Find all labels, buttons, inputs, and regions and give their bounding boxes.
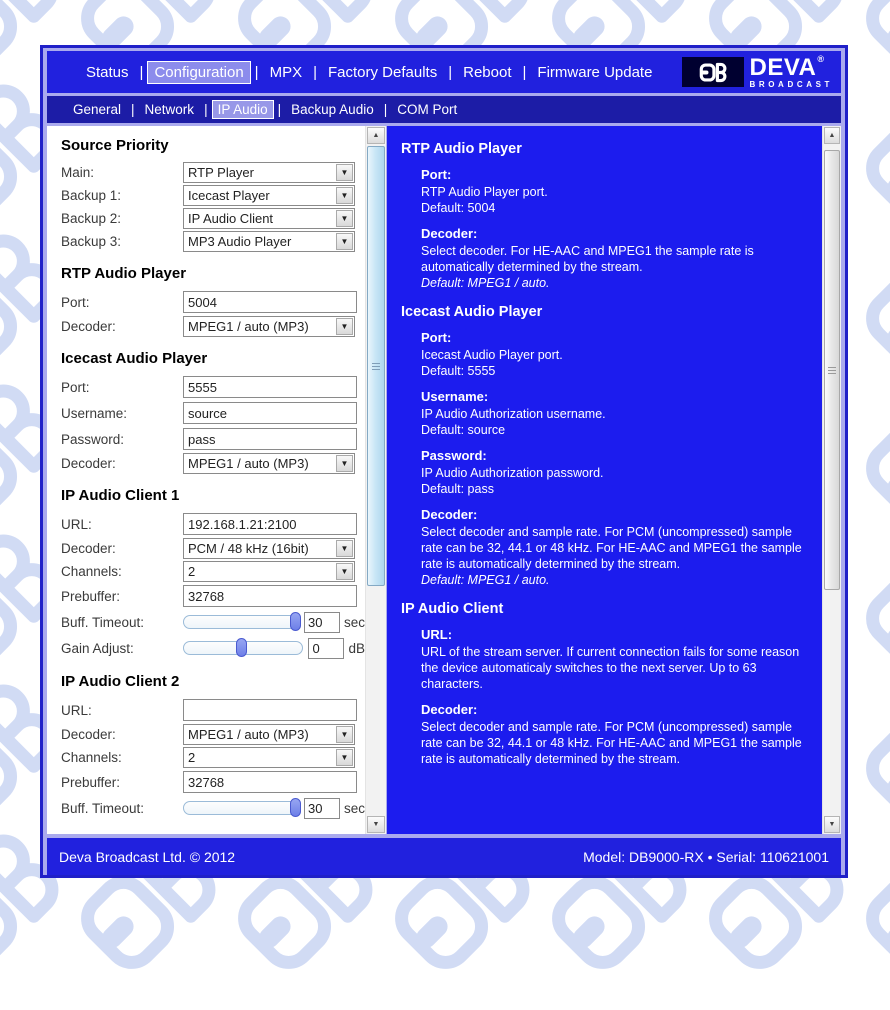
- nav-configuration[interactable]: Configuration: [147, 61, 250, 84]
- nav-separator: |: [522, 63, 527, 81]
- unit-label: dB: [348, 640, 365, 656]
- arrow-down-icon: ▼: [372, 821, 380, 828]
- form-row-client2-decoder: [61, 723, 365, 746]
- backup3-source-select[interactable]: [183, 231, 355, 252]
- help-text: Select decoder. For HE-AAC and MPEG1 the sample rate is automatically determined by the stream.: [421, 244, 754, 274]
- help-scrollbar[interactable]: [822, 126, 841, 834]
- config-subnav: [47, 96, 841, 123]
- help-text: IP Audio Authorization username.: [421, 407, 606, 421]
- subnav-general[interactable]: General: [73, 102, 122, 117]
- field-label: Channels:: [61, 750, 122, 765]
- field-label: Prebuffer:: [61, 588, 121, 604]
- chevron-down-icon[interactable]: ▼: [336, 187, 353, 204]
- form-row-client2-prebuffer: [61, 769, 365, 795]
- client2-channels-select[interactable]: [183, 747, 355, 768]
- slider-thumb[interactable]: [236, 638, 247, 657]
- form-row-client1-url: [61, 511, 365, 537]
- nav-mpx[interactable]: MPX: [269, 63, 303, 81]
- subnav-backup-audio[interactable]: Backup Audio: [291, 102, 374, 117]
- select-value: RTP Player: [188, 165, 254, 180]
- form-row-client1-decoder: [61, 537, 365, 560]
- form-row-client1-prebuffer: [61, 583, 365, 609]
- client1-channels-select[interactable]: [183, 561, 355, 582]
- select-value: MP3 Audio Player: [188, 234, 292, 249]
- db-logo-icon: [682, 57, 744, 87]
- unit-label: sec: [343, 614, 365, 630]
- client1-decoder-select[interactable]: [183, 538, 355, 559]
- footer-bar: [47, 838, 841, 875]
- thumb-grip: [372, 363, 380, 370]
- icecast-port-input[interactable]: [183, 376, 357, 398]
- field-label: Port:: [61, 379, 90, 395]
- nav-separator: |: [313, 63, 317, 81]
- help-term: Decoder:: [421, 702, 478, 717]
- field-label: Buff. Timeout:: [61, 614, 145, 630]
- form-row-client2-buff-timeout: [61, 795, 365, 821]
- nav-status[interactable]: Status: [86, 63, 129, 81]
- unit-label: sec: [343, 800, 365, 816]
- help-panel: [387, 126, 822, 834]
- section-title-ip-audio-client-2: IP Audio Client 2: [61, 673, 180, 690]
- help-text-default: Default: MPEG1 / auto.: [421, 573, 550, 587]
- field-label: Backup 3:: [61, 234, 122, 249]
- help-term: URL:: [421, 627, 453, 642]
- help-text: RTP Audio Player port.: [421, 185, 548, 199]
- logo-text: [749, 53, 833, 89]
- chevron-down-icon[interactable]: ▼: [336, 210, 353, 227]
- select-value: 2: [188, 750, 196, 765]
- form-row-icecast-port: [61, 374, 365, 400]
- field-label: Channels:: [61, 564, 122, 579]
- section-title-icecast-player: Icecast Audio Player: [61, 350, 208, 367]
- help-text: Icecast Audio Player port.: [421, 348, 563, 362]
- select-value: MPEG1 / auto (MP3): [188, 456, 309, 471]
- footer-copyright: Deva Broadcast Ltd. © 2012: [59, 848, 236, 865]
- rtp-port-input[interactable]: [183, 291, 357, 313]
- slider-thumb[interactable]: [290, 798, 301, 817]
- field-label: Buff. Timeout:: [61, 800, 145, 816]
- icecast-password-input[interactable]: [183, 428, 357, 450]
- client2-prebuffer-input[interactable]: [183, 771, 357, 793]
- help-term: Decoder:: [421, 226, 478, 241]
- buff-timeout-slider[interactable]: [183, 801, 299, 815]
- form-row-backup2: [61, 207, 365, 230]
- scroll-up-button[interactable]: [367, 127, 385, 144]
- main-source-select[interactable]: [183, 162, 355, 183]
- help-term: Username:: [421, 389, 489, 404]
- field-label: Decoder:: [61, 319, 116, 334]
- form-row-client1-buff-timeout: [61, 609, 365, 635]
- chevron-down-icon[interactable]: ▼: [336, 318, 353, 335]
- scroll-up-button[interactable]: [824, 127, 840, 144]
- nav-factory-defaults[interactable]: Factory Defaults: [328, 63, 438, 81]
- field-label: Decoder:: [61, 727, 116, 742]
- thumb-grip: [828, 367, 836, 374]
- form-row-icecast-password: [61, 426, 365, 452]
- client1-url-input[interactable]: [183, 513, 357, 535]
- settings-form-panel: [47, 126, 365, 834]
- section-title-source-priority: Source Priority: [61, 137, 169, 154]
- slider-thumb[interactable]: [290, 612, 301, 631]
- scroll-down-button[interactable]: [824, 816, 840, 833]
- help-text: Default: 5004: [421, 201, 496, 215]
- footer-model-serial: Model: DB9000-RX • Serial: 110621001: [583, 848, 829, 865]
- subnav-separator: |: [204, 102, 208, 117]
- form-scrollbar[interactable]: [365, 126, 386, 834]
- help-term: Password:: [421, 448, 487, 463]
- help-text-default: Default: MPEG1 / auto.: [421, 276, 550, 290]
- arrow-up-icon: ▲: [828, 132, 836, 139]
- field-label: Backup 1:: [61, 188, 122, 203]
- logo-deva-label: DEVA: [749, 53, 817, 81]
- help-scrollbar-thumb[interactable]: [824, 150, 840, 590]
- section-title-ip-audio-client-1: IP Audio Client 1: [61, 487, 180, 504]
- section-title-rtp-player: RTP Audio Player: [61, 265, 187, 282]
- form-row-client1-gain-adjust: [61, 635, 365, 661]
- nav-separator: |: [448, 63, 453, 81]
- help-term: Decoder:: [421, 507, 478, 522]
- nav-separator: |: [254, 63, 259, 81]
- icecast-username-input[interactable]: [183, 402, 357, 424]
- help-term: Port:: [421, 167, 452, 182]
- chevron-down-icon[interactable]: ▼: [336, 233, 353, 250]
- backup2-source-select[interactable]: [183, 208, 355, 229]
- arrow-up-icon: ▲: [372, 132, 380, 139]
- chevron-down-icon[interactable]: ▼: [336, 540, 353, 557]
- help-title-ip-audio-client: IP Audio Client: [401, 601, 504, 617]
- gain-adjust-slider[interactable]: [183, 641, 303, 655]
- form-row-backup1: [61, 184, 365, 207]
- app-window: [40, 45, 848, 878]
- field-label: URL:: [61, 702, 92, 718]
- form-scrollbar-thumb[interactable]: [367, 146, 385, 586]
- select-value: 2: [188, 564, 196, 579]
- field-label: Gain Adjust:: [61, 640, 134, 656]
- backup1-source-select[interactable]: [183, 185, 355, 206]
- field-label: Main:: [61, 165, 95, 180]
- form-row-rtp-port: [61, 289, 365, 315]
- field-label: Backup 2:: [61, 211, 122, 226]
- icecast-decoder-select[interactable]: [183, 453, 355, 474]
- form-row-client2-url: [61, 697, 365, 723]
- field-label: Prebuffer:: [61, 774, 121, 790]
- field-label: Decoder:: [61, 541, 116, 556]
- nav-firmware-update[interactable]: Firmware Update: [537, 63, 653, 81]
- chevron-down-icon[interactable]: ▼: [336, 726, 353, 743]
- nav-reboot[interactable]: Reboot: [463, 63, 512, 81]
- client2-decoder-select[interactable]: [183, 724, 355, 745]
- buff-timeout-value-input[interactable]: [304, 612, 340, 633]
- deva-logo: [682, 53, 833, 89]
- form-row-icecast-decoder: [61, 452, 365, 475]
- arrow-down-icon: ▼: [828, 821, 836, 828]
- gain-adjust-value-input[interactable]: [308, 638, 344, 659]
- select-value: IP Audio Client: [188, 211, 274, 226]
- field-label: Decoder:: [61, 456, 116, 471]
- help-text: URL of the stream server. If current connection fails for some reason the device automaticaly switches to the next server. Up to 63 characters.: [421, 645, 800, 691]
- nav-separator: |: [139, 63, 144, 81]
- subnav-separator: |: [131, 102, 135, 117]
- chevron-down-icon[interactable]: ▼: [336, 749, 353, 766]
- help-text: Select decoder and sample rate. For PCM (uncompressed) sample rate can be 32, 44.1 or 48 kHz. For HE-AAC and MPEG1 the sample rate is automatically determined by the stream.: [421, 720, 802, 766]
- client1-prebuffer-input[interactable]: [183, 585, 357, 607]
- subnav-ip-audio[interactable]: IP Audio: [212, 100, 274, 119]
- field-label: Username:: [61, 405, 128, 421]
- form-row-client2-channels: [61, 746, 365, 769]
- main-nav: [47, 51, 841, 93]
- help-text: Default: source: [421, 423, 506, 437]
- rtp-decoder-select[interactable]: [183, 316, 355, 337]
- help-title-icecast: Icecast Audio Player: [401, 304, 543, 320]
- subnav-separator: |: [383, 102, 388, 117]
- subnav-network[interactable]: Network: [144, 102, 195, 117]
- help-text: Default: 5555: [421, 364, 496, 378]
- select-value: Icecast Player: [188, 188, 270, 203]
- logo-broadcast-label: BROADCAST: [749, 79, 833, 89]
- form-row-icecast-username: [61, 400, 365, 426]
- buff-timeout-slider[interactable]: [183, 615, 299, 629]
- buff-timeout-value-input[interactable]: [304, 798, 340, 819]
- form-row-client1-channels: [61, 560, 365, 583]
- select-value: MPEG1 / auto (MP3): [188, 727, 309, 742]
- chevron-down-icon[interactable]: ▼: [336, 164, 353, 181]
- form-row-rtp-decoder: [61, 315, 365, 338]
- field-label: Port:: [61, 294, 90, 310]
- client2-url-input[interactable]: [183, 699, 357, 721]
- help-term: Port:: [421, 330, 452, 345]
- registered-mark: ®: [817, 53, 825, 64]
- help-title-rtp: RTP Audio Player: [401, 141, 522, 157]
- content-area: [47, 126, 841, 834]
- field-label: URL:: [61, 516, 92, 532]
- select-value: MPEG1 / auto (MP3): [188, 319, 309, 334]
- help-text: Default: pass: [421, 482, 494, 496]
- help-text: IP Audio Authorization password.: [421, 466, 604, 480]
- form-row-main: [61, 161, 365, 184]
- chevron-down-icon[interactable]: ▼: [336, 455, 353, 472]
- help-text: Select decoder and sample rate. For PCM (uncompressed) sample rate can be 32, 44.1 or 48 kHz. For HE-AAC and MPEG1 the sample rate is automatically determined by the stream.: [421, 525, 802, 571]
- chevron-down-icon[interactable]: ▼: [336, 563, 353, 580]
- select-value: PCM / 48 kHz (16bit): [188, 541, 309, 556]
- subnav-com-port[interactable]: COM Port: [397, 102, 458, 117]
- form-row-backup3: [61, 230, 365, 253]
- scroll-down-button[interactable]: [367, 816, 385, 833]
- field-label: Password:: [61, 431, 125, 447]
- subnav-separator: |: [277, 102, 282, 117]
